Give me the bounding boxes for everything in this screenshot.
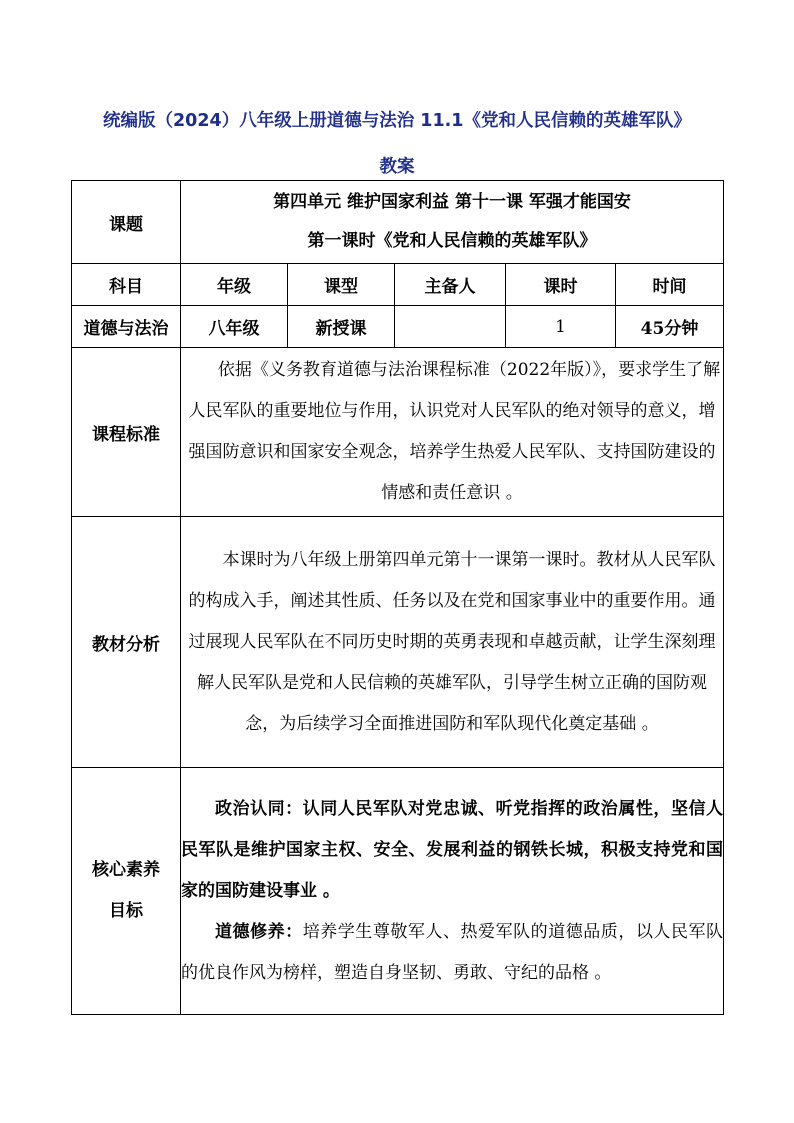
goal-moral-body: 培养学生尊敬军人、热爱军队的道德品质，以人民军队的优良作风为榜样，塑造自身坚韧、勇敢、守纪的品格 。 [181,921,724,983]
goals-label-line-2: 目标 [109,901,143,921]
analysis-row [72,517,724,768]
lesson-plan-table [71,180,724,1015]
values-row [72,306,724,348]
document-title [60,98,734,190]
goal-political-identity: 政治认同：认同人民军队对党忠诚、听党指挥的政治属性，坚信人民军队是维护国家主权、安全、发展利益的钢铁长城，积极支持党和国家的国防建设事业 。 [181,798,724,901]
title-line-2: 教案 [379,157,415,177]
goal-moral-heading: 道德修养： [215,921,303,942]
goals-content [181,768,724,1015]
goals-label [72,768,181,1015]
topic-label: 课题 [72,181,181,264]
header-type: 课型 [288,264,395,306]
value-subject: 道德与法治 [72,306,181,348]
value-duration: 45分钟 [616,306,724,348]
topic-unit-line: 第四单元 维护国家利益 第十一课 军强才能国安 [273,192,631,212]
standard-row [72,348,724,517]
value-grade: 八年级 [181,306,288,348]
value-periods: 1 [506,306,616,348]
topic-lesson-line: 第一课时《党和人民信赖的英雄军队》 [307,231,597,251]
header-duration: 时间 [616,264,724,306]
analysis-text: 本课时为八年级上册第四单元第十一课第一课时。教材从人民军队的构成入手，阐述其性质、任务以及在党和国家事业中的重要作用。通过展现人民军队在不同历史时期的英勇表现和卓越贡献，让学生深刻理解人民军队是党和人民信赖的英雄军队，引导学生树立正确的国防观念，为后续学习全面推进国防和军队现代化奠定基础 。 [181,517,724,768]
header-grade: 年级 [181,264,288,306]
header-row [72,264,724,306]
goal-moral-cultivation [181,912,723,994]
topic-content [181,181,724,264]
standard-label: 课程标准 [72,348,181,517]
goals-row [72,768,724,1015]
header-preparer: 主备人 [395,264,506,306]
header-subject: 科目 [72,264,181,306]
goals-label-line-1: 核心素养 [92,860,160,880]
topic-row [72,181,724,264]
title-line-1: 统编版（2024）八年级上册道德与法治 11.1《党和人民信赖的英雄军队》 [103,111,691,131]
value-preparer [395,306,506,348]
analysis-label: 教材分析 [72,517,181,768]
header-periods: 课时 [506,264,616,306]
value-type: 新授课 [288,306,395,348]
standard-text: 依据《义务教育道德与法治课程标准（2022年版）》，要求学生了解人民军队的重要地位与作用，认识党对人民军队的绝对领导的意义，增强国防意识和国家安全观念，培养学生热爱人民军队、支持国防建设的情感和责任意识 。 [181,348,724,517]
